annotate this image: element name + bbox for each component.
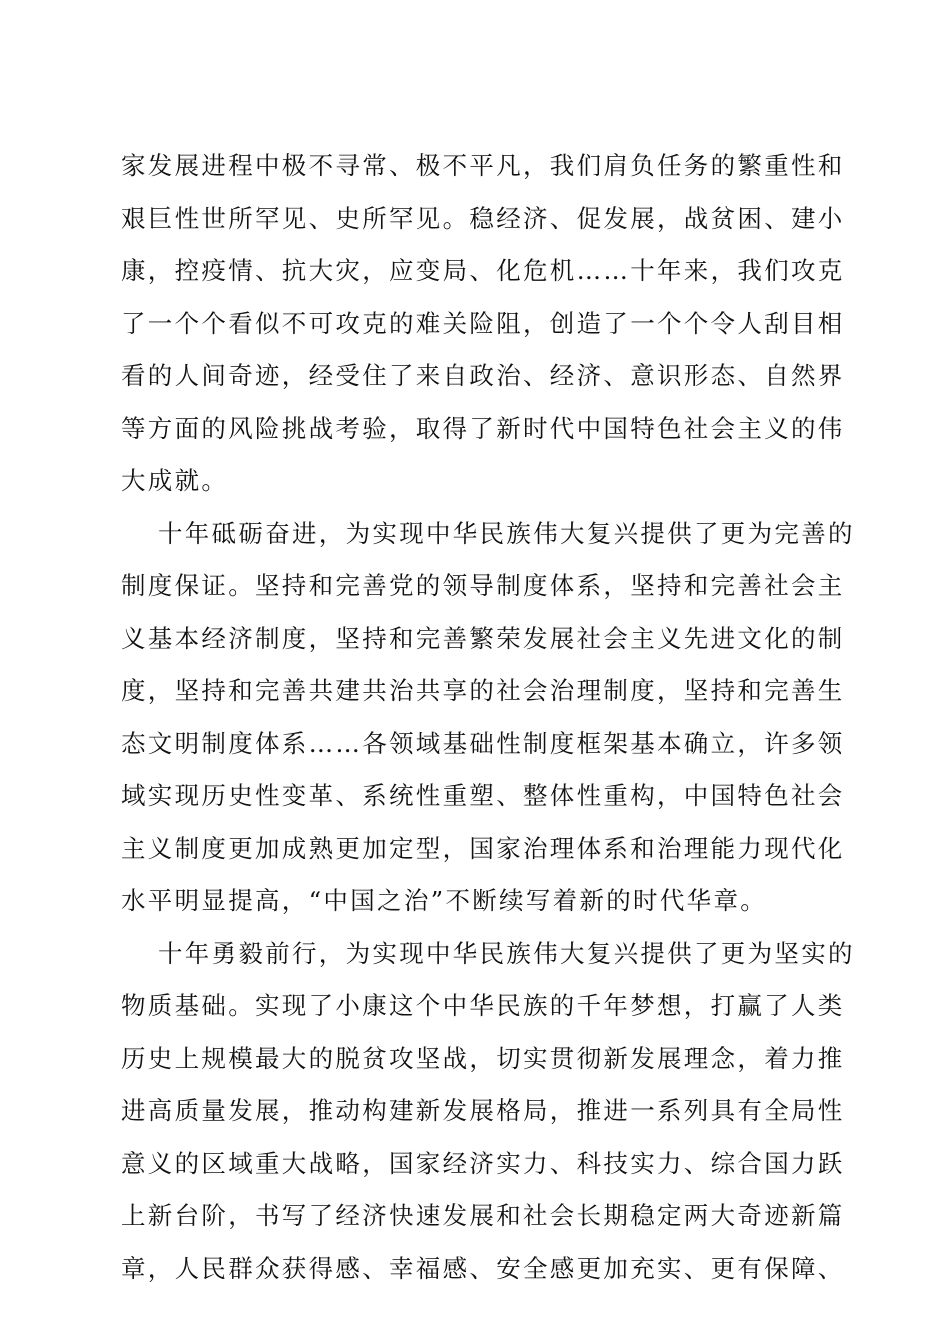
text-line: 家发展进程中极不寻常、极不平凡，我们肩负任务的繁重性和 — [121, 151, 845, 180]
text-line: 物质基础。实现了小康这个中华民族的千年梦想，打赢了人类 — [121, 991, 845, 1020]
text-line: 大成就。 — [121, 466, 229, 495]
text-line: 上新台阶，书写了经济快速发展和社会长期稳定两大奇迹新篇 — [121, 1201, 845, 1230]
text-line: 域实现历史性变革、系统性重塑、整体性重构，中国特色社会 — [121, 781, 845, 810]
text-line: 历史上规模最大的脱贫攻坚战，切实贯彻新发展理念，着力推 — [121, 1043, 845, 1073]
text-line: 制度保证。坚持和完善党的领导制度体系，坚持和完善社会主 — [121, 571, 845, 600]
text-line: 康，控疫情、抗大灾，应变局、化危机……十年来，我们攻克 — [121, 256, 845, 285]
text-line: 度，坚持和完善共建共治共享的社会治理制度，坚持和完善生 — [121, 676, 845, 705]
text-line: 义基本经济制度，坚持和完善繁荣发展社会主义先进文化的制 — [121, 623, 845, 653]
text-line: 艰巨性世所罕见、史所罕见。稳经济、促发展，战贫困、建小 — [121, 203, 845, 233]
paragraph-start-line: 十年勇毅前行，为实现中华民族伟大复兴提供了更为坚实的 — [158, 938, 855, 968]
text-line: 态文明制度体系……各领域基础性制度框架基本确立，许多领 — [121, 728, 845, 758]
text-line: 主义制度更加成熟更加定型，国家治理体系和治理能力现代化 — [121, 833, 845, 863]
text-line: 章，人民群众获得感、幸福感、安全感更加充实、更有保障、 — [121, 1253, 845, 1283]
body-text — [121, 140, 855, 1295]
text-line: 等方面的风险挑战考验，取得了新时代中国特色社会主义的伟 — [121, 413, 845, 443]
text-line: 看的人间奇迹，经受住了来自政治、经济、意识形态、自然界 — [121, 361, 845, 390]
paragraph-start-line: 十年砥砺奋进，为实现中华民族伟大复兴提供了更为完善的 — [158, 518, 855, 548]
text-line: 进高质量发展，推动构建新发展格局，推进一系列具有全局性 — [121, 1096, 845, 1125]
text-line: 了一个个看似不可攻克的难关险阻，创造了一个个令人刮目相 — [121, 308, 845, 338]
text-line: 意义的区域重大战略，国家经济实力、科技实力、综合国力跃 — [121, 1148, 845, 1178]
text-line: 水平明显提高，“中国之治”不断续写着新的时代华章。 — [121, 886, 768, 915]
